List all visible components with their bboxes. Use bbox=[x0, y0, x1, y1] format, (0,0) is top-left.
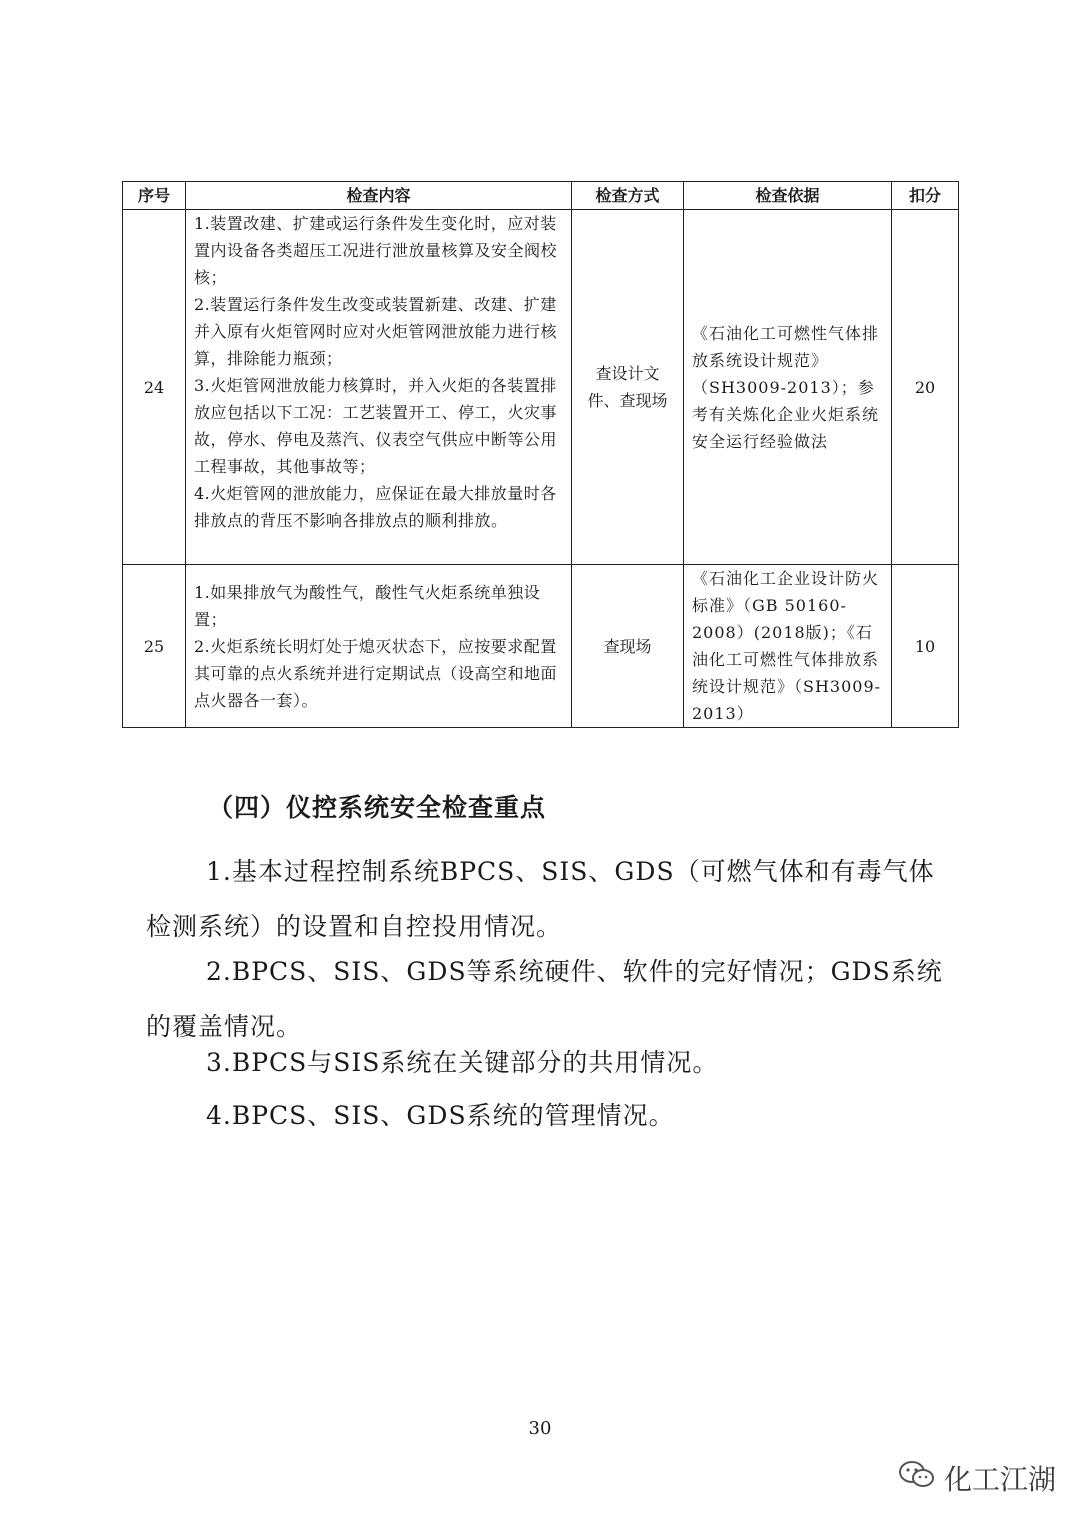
content-item: 2.装置运行条件发生改变或装置新建、改建、扩建并入原有火炬管网时应对火炬管网泄放能力进行核算，排除能力瓶颈； bbox=[194, 295, 558, 368]
row-number: 25 bbox=[123, 565, 186, 728]
section-paragraph: 3.BPCS与SIS系统在关键部分的共用情况。 bbox=[206, 1048, 719, 1077]
header-content: 检查内容 bbox=[186, 182, 572, 210]
content-item: 4.火炬管网的泄放能力，应保证在最大排放量时各排放点的背压不影响各排放点的顺利排放。 bbox=[194, 484, 557, 530]
row-basis: 《石油化工可燃性气体排放系统设计规范》（SH3009-2013）；参考有关炼化企业火炬系统安全运行经验做法 bbox=[684, 210, 892, 565]
wechat-icon bbox=[898, 1459, 936, 1498]
row-content bbox=[186, 565, 572, 728]
table-row bbox=[123, 210, 959, 565]
watermark-text: 化工江湖 bbox=[944, 1463, 1057, 1496]
row-number: 24 bbox=[123, 210, 186, 565]
table-row bbox=[123, 565, 959, 728]
header-method: 检查方式 bbox=[572, 182, 684, 210]
section-paragraph: 1.基本过程控制系统BPCS、SIS、GDS（可燃气体和有毒气体检测系统）的设置和自控投用情况。 bbox=[146, 857, 935, 941]
row-basis: 《石油化工企业设计防火标准》（GB 50160-2008）(2018版)；《石油化工可燃性气体排放系统设计规范》（SH3009-2013） bbox=[684, 565, 892, 728]
inspection-table bbox=[122, 181, 959, 728]
row-score: 10 bbox=[892, 565, 959, 728]
section-paragraph: 2.BPCS、SIS、GDS等系统硬件、软件的完好情况；GDS系统的覆盖情况。 bbox=[146, 957, 943, 1041]
page-number: 30 bbox=[528, 1418, 552, 1439]
row-content bbox=[186, 210, 572, 565]
content-item: 1.装置改建、扩建或运行条件发生变化时，应对装置内设备各类超压工况进行泄放量核算及安全阀校核； bbox=[194, 214, 558, 287]
content-item: 3.火炬管网泄放能力核算时，并入火炬的各装置排放应包括以下工况：工艺装置开工、停工，火灾事故，停水、停电及蒸汽、仪表空气供应中断等公用工程事故，其他事故等； bbox=[194, 376, 558, 476]
section-paragraph: 4.BPCS、SIS、GDS系统的管理情况。 bbox=[206, 1101, 675, 1130]
row-method: 查现场 bbox=[572, 565, 684, 728]
row-score: 20 bbox=[892, 210, 959, 565]
header-basis: 检查依据 bbox=[684, 182, 892, 210]
header-score: 扣分 bbox=[892, 182, 959, 210]
watermark bbox=[898, 1458, 1056, 1498]
row-method: 查设计文件、查现场 bbox=[572, 210, 684, 565]
content-item: 1.如果排放气为酸性气，酸性气火炬系统单独设置； bbox=[194, 582, 541, 629]
header-num: 序号 bbox=[123, 182, 186, 210]
table-header-row bbox=[123, 182, 959, 210]
content-item: 2.火炬系统长明灯处于熄灭状态下，应按要求配置其可靠的点火系统并进行定期试点（设高空和地面点火器各一套）。 bbox=[194, 636, 558, 710]
section-heading: （四）仪控系统安全检查重点 bbox=[208, 793, 547, 822]
